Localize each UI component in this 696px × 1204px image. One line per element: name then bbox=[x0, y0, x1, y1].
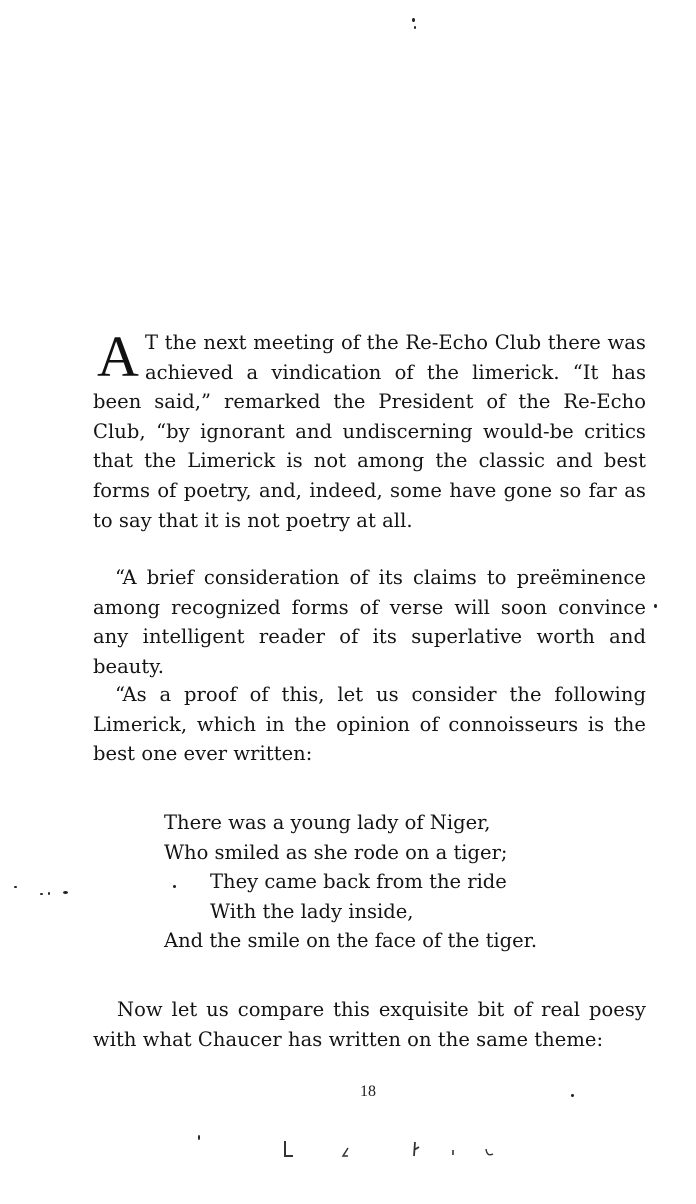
scan-speck bbox=[412, 18, 415, 22]
limerick-poem bbox=[164, 808, 537, 956]
opening-paragraph bbox=[93, 324, 646, 535]
scan-speck bbox=[654, 604, 657, 608]
opening-paragraph-text: T the next meeting of the Re-Echo Club there was achieved a vindication of the limerick. “It has been said,” remarked the President of the Re-Echo Club, “by ignorant and undiscerning would-be critics that the Limerick is not among the classic and best forms of poetry, and, indeed, some have gone so far as to say that it is not poetry at all. bbox=[93, 331, 646, 532]
poem-line-4: With the lady inside, bbox=[210, 899, 414, 923]
poem-line-2: Who smiled as she rode on a tiger; bbox=[164, 840, 508, 864]
bleed-through-mark bbox=[450, 1138, 456, 1166]
paragraph-chaucer-text: Now let us compare this exquisite bit of real poesy with what Chaucer has written on the same theme: bbox=[93, 998, 646, 1051]
bleed-through-mark bbox=[410, 1138, 422, 1166]
scan-speck bbox=[40, 893, 43, 895]
poem-line-5: And the smile on the face of the tiger. bbox=[164, 929, 538, 953]
scan-speck bbox=[14, 886, 17, 888]
bleed-through-mark bbox=[484, 1138, 496, 1166]
scan-speck bbox=[571, 1094, 574, 1097]
paragraph-chaucer bbox=[93, 995, 646, 1054]
paragraph-preeminence-text: “A brief consideration of its claims to preëminence among recognized forms of verse will soon convince any intelligent reader of its superlative worth and beauty. bbox=[93, 566, 646, 678]
poem-line-1: There was a young lady of Niger, bbox=[164, 811, 491, 834]
page-number: 18 bbox=[360, 1083, 376, 1100]
scan-speck bbox=[63, 891, 68, 894]
bleed-through-mark bbox=[282, 1138, 296, 1166]
scan-speck bbox=[414, 26, 416, 29]
paragraph-proof-text: “As a proof of this, let us consider the following Limerick, which in the opinion of connoisseurs is the best one ever written: bbox=[93, 683, 646, 766]
scan-speck bbox=[198, 1135, 200, 1140]
scan-speck bbox=[48, 892, 50, 895]
paragraph-proof bbox=[93, 680, 646, 769]
drop-cap: A bbox=[97, 324, 139, 389]
paragraph-preeminence bbox=[93, 563, 646, 681]
bleed-through-mark bbox=[340, 1138, 350, 1166]
poem-line-3: They came back from the ride bbox=[210, 870, 507, 894]
